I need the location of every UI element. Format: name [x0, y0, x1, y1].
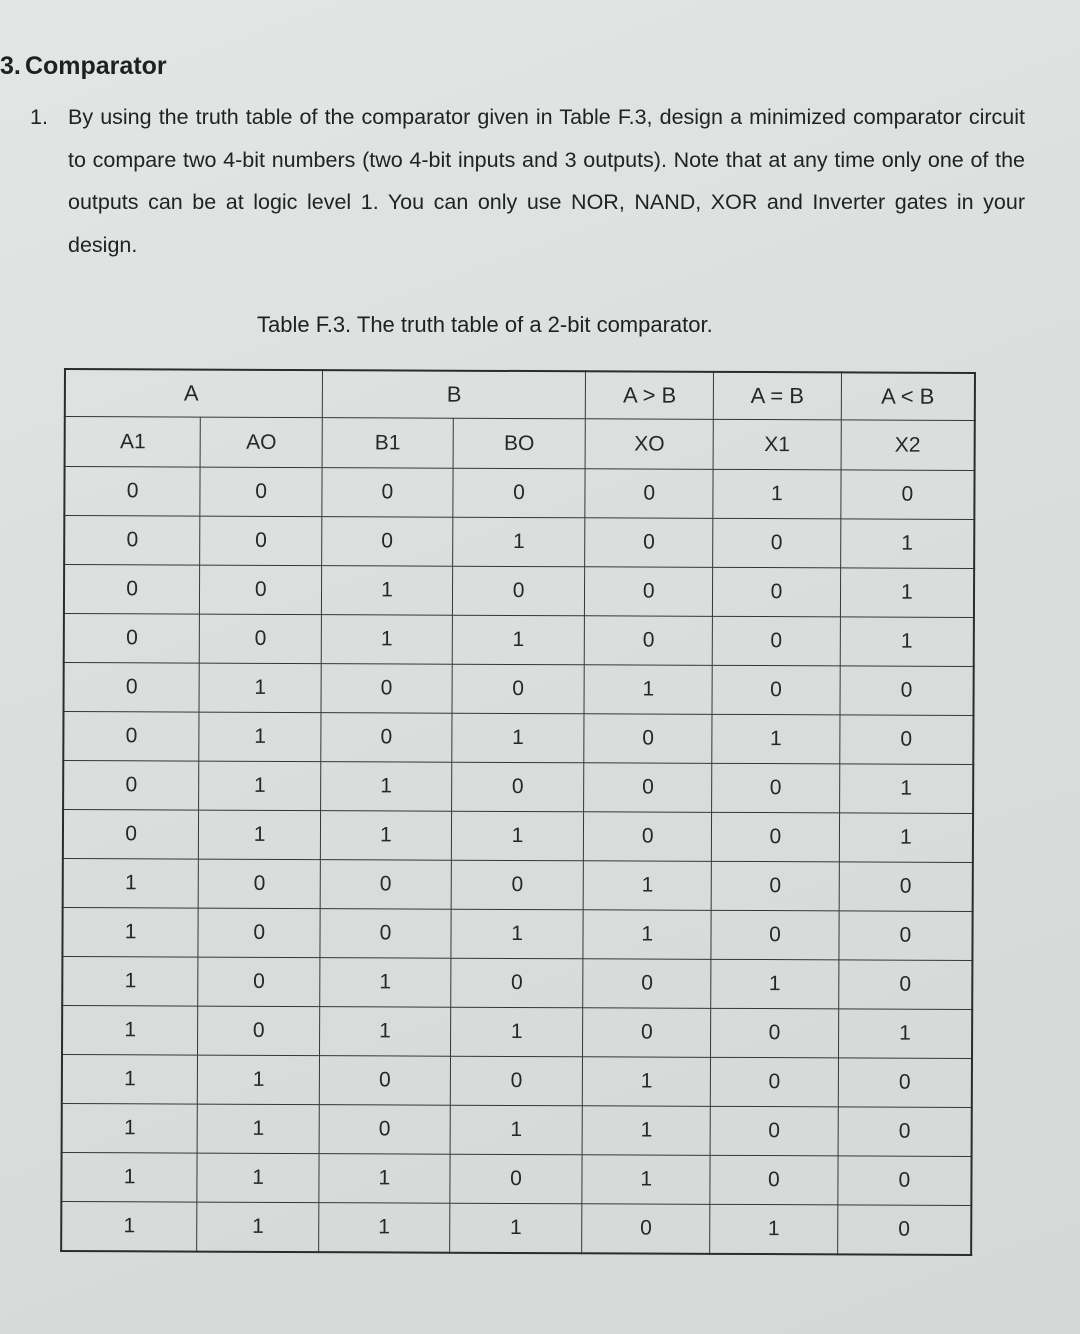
section-title: Comparator	[24, 52, 167, 80]
cell-x2: 1	[839, 813, 973, 863]
cell-x0: 0	[584, 714, 712, 764]
cell-b1: 1	[319, 1203, 450, 1253]
cell-a1: 0	[63, 712, 199, 762]
cell-x2: 1	[840, 519, 974, 569]
cell-x0: 0	[583, 1008, 711, 1058]
cell-x0: 0	[584, 812, 712, 862]
table-row	[62, 1054, 972, 1107]
cell-a0: 0	[198, 957, 320, 1007]
cell-x2: 0	[838, 1058, 972, 1108]
cell-b0: 0	[450, 1154, 583, 1204]
section-number: 3.	[0, 52, 21, 80]
cell-b0: 1	[452, 615, 585, 665]
cell-b1: 1	[321, 762, 452, 812]
table-caption: Table F.3. The truth table of a 2-bit comparator.	[257, 312, 713, 337]
column-header-b0: BO	[453, 418, 586, 469]
cell-x1: 0	[710, 1057, 838, 1107]
cell-a1: 1	[62, 1054, 198, 1104]
group-header-equal: A = B	[713, 372, 841, 420]
cell-a0: 0	[198, 1006, 320, 1056]
table-row	[64, 614, 974, 667]
cell-b1: 1	[320, 1007, 451, 1057]
cell-a0: 1	[197, 1202, 319, 1252]
cell-a1: 0	[64, 565, 200, 615]
cell-b0: 1	[451, 909, 584, 959]
cell-x0: 1	[583, 1057, 711, 1107]
table-row	[63, 810, 973, 863]
question-number: 1.	[30, 105, 48, 129]
cell-a1: 1	[61, 1152, 197, 1202]
cell-b0: 0	[450, 958, 583, 1008]
question-text: By using the truth table of the comparator given in Table F.3, design a minimized comparator circuit to compare two 4-bit numbers (two 4-bit inputs and 3 outputs). Note that at any time only one of the outputs can be at logic level 1. You can only use NOR, NAND, XOR and Inverter gates in your design.	[68, 105, 1025, 257]
cell-x1: 1	[712, 714, 840, 764]
cell-a0: 0	[198, 908, 320, 958]
cell-b1: 0	[321, 664, 452, 714]
group-header-greater: A > B	[586, 371, 714, 419]
table-row	[63, 858, 973, 911]
cell-a0: 1	[197, 1153, 319, 1203]
cell-b1: 1	[320, 811, 451, 861]
cell-a0: 1	[197, 1104, 319, 1154]
cell-x0: 0	[585, 469, 713, 519]
cell-b0: 1	[452, 713, 585, 763]
cell-x0: 0	[585, 616, 713, 666]
group-header-b: B	[322, 370, 586, 419]
cell-a1: 0	[64, 663, 200, 713]
cell-b1: 0	[322, 517, 453, 567]
cell-a0: 0	[200, 565, 322, 615]
cell-x0: 0	[583, 959, 711, 1009]
cell-a1: 1	[62, 1005, 198, 1055]
cell-a0: 0	[200, 516, 322, 566]
cell-b1: 0	[320, 860, 451, 910]
table-row	[62, 1005, 972, 1058]
cell-b1: 0	[322, 468, 453, 518]
cell-x0: 1	[582, 1106, 710, 1156]
cell-b0: 0	[451, 860, 584, 910]
cell-x2: 0	[838, 1156, 972, 1206]
cell-b1: 1	[322, 566, 453, 616]
cell-x0: 0	[585, 518, 713, 568]
cell-x2: 0	[840, 666, 974, 716]
cell-x2: 1	[839, 764, 973, 814]
cell-b1: 1	[320, 958, 451, 1008]
cell-x2: 1	[838, 1009, 972, 1059]
cell-a0: 0	[200, 467, 322, 517]
cell-a0: 1	[199, 712, 321, 762]
cell-b0: 1	[450, 1007, 583, 1057]
group-header-row	[65, 369, 975, 420]
cell-b1: 0	[319, 1056, 450, 1106]
truth-table-body	[61, 467, 974, 1255]
table-row	[62, 956, 972, 1009]
cell-x0: 1	[584, 665, 712, 715]
cell-a1: 0	[64, 467, 200, 517]
cell-x1: 0	[711, 861, 839, 911]
cell-x1: 1	[710, 1204, 838, 1254]
cell-a1: 1	[62, 907, 198, 957]
cell-b0: 0	[452, 566, 585, 616]
cell-x1: 1	[711, 959, 839, 1009]
table-row	[62, 907, 972, 960]
table-row	[61, 1152, 971, 1205]
cell-b1: 0	[321, 713, 452, 763]
table-row	[61, 1201, 971, 1254]
cell-b0: 1	[452, 517, 585, 567]
cell-a0: 1	[199, 810, 321, 860]
table-row	[62, 1103, 972, 1156]
cell-x1: 0	[710, 1106, 838, 1156]
group-header-a: A	[65, 369, 323, 418]
cell-x2: 0	[839, 911, 973, 961]
cell-b0: 1	[450, 1105, 583, 1155]
cell-x1: 0	[712, 665, 840, 715]
cell-x1: 0	[710, 1155, 838, 1205]
column-header-x2: X2	[841, 420, 975, 471]
cell-a0: 1	[199, 761, 321, 811]
section-heading	[0, 52, 167, 81]
cell-a1: 1	[62, 1103, 198, 1153]
cell-a1: 1	[61, 1201, 197, 1251]
cell-x1: 0	[712, 763, 840, 813]
column-header-row	[65, 417, 975, 471]
column-header-a1: A1	[65, 417, 201, 468]
table-row	[64, 565, 974, 618]
column-header-x1: X1	[713, 419, 841, 470]
column-header-a0: AO	[200, 417, 322, 468]
cell-b0: 0	[453, 468, 586, 518]
cell-x2: 0	[840, 715, 974, 765]
cell-b0: 0	[450, 1056, 583, 1106]
cell-x1: 0	[713, 518, 841, 568]
cell-b1: 0	[319, 1105, 450, 1155]
cell-x2: 0	[841, 470, 975, 520]
table-row	[63, 712, 973, 765]
cell-x2: 0	[838, 960, 972, 1010]
cell-x0: 0	[585, 567, 713, 617]
table-row	[64, 467, 974, 520]
cell-x2: 0	[839, 862, 973, 912]
cell-x1: 1	[713, 469, 841, 519]
cell-a1: 1	[63, 858, 199, 908]
cell-x0: 1	[582, 1155, 710, 1205]
cell-x2: 1	[840, 568, 974, 618]
cell-b0: 0	[451, 762, 584, 812]
cell-a1: 0	[63, 810, 199, 860]
cell-a1: 0	[63, 761, 199, 811]
cell-a0: 0	[199, 614, 321, 664]
table-row	[63, 761, 973, 814]
cell-x2: 0	[837, 1205, 971, 1255]
cell-b1: 1	[321, 615, 452, 665]
cell-b1: 0	[320, 909, 451, 959]
cell-x0: 1	[584, 861, 712, 911]
cell-a0: 1	[199, 663, 321, 713]
cell-a1: 0	[64, 614, 200, 664]
cell-b1: 1	[319, 1154, 450, 1204]
cell-a0: 0	[198, 859, 320, 909]
cell-b0: 1	[451, 811, 584, 861]
cell-x0: 0	[582, 1204, 710, 1254]
truth-table	[60, 368, 976, 1256]
table-row	[64, 663, 974, 716]
cell-a1: 1	[62, 956, 198, 1006]
cell-x1: 0	[711, 910, 839, 960]
cell-x2: 0	[838, 1107, 972, 1157]
group-header-less: A < B	[841, 372, 975, 420]
cell-b0: 1	[449, 1203, 582, 1253]
cell-x1: 0	[712, 616, 840, 666]
cell-x1: 0	[713, 567, 841, 617]
cell-x1: 0	[711, 812, 839, 862]
column-header-b1: B1	[322, 418, 453, 469]
cell-x2: 1	[840, 617, 974, 667]
cell-b0: 0	[452, 664, 585, 714]
cell-a1: 0	[64, 516, 200, 566]
column-header-x0: XO	[585, 419, 713, 470]
question-block	[30, 96, 1025, 266]
cell-x0: 0	[584, 763, 712, 813]
table-row	[64, 516, 974, 569]
cell-x0: 1	[583, 910, 711, 960]
cell-a0: 1	[198, 1055, 320, 1105]
cell-x1: 0	[711, 1008, 839, 1058]
